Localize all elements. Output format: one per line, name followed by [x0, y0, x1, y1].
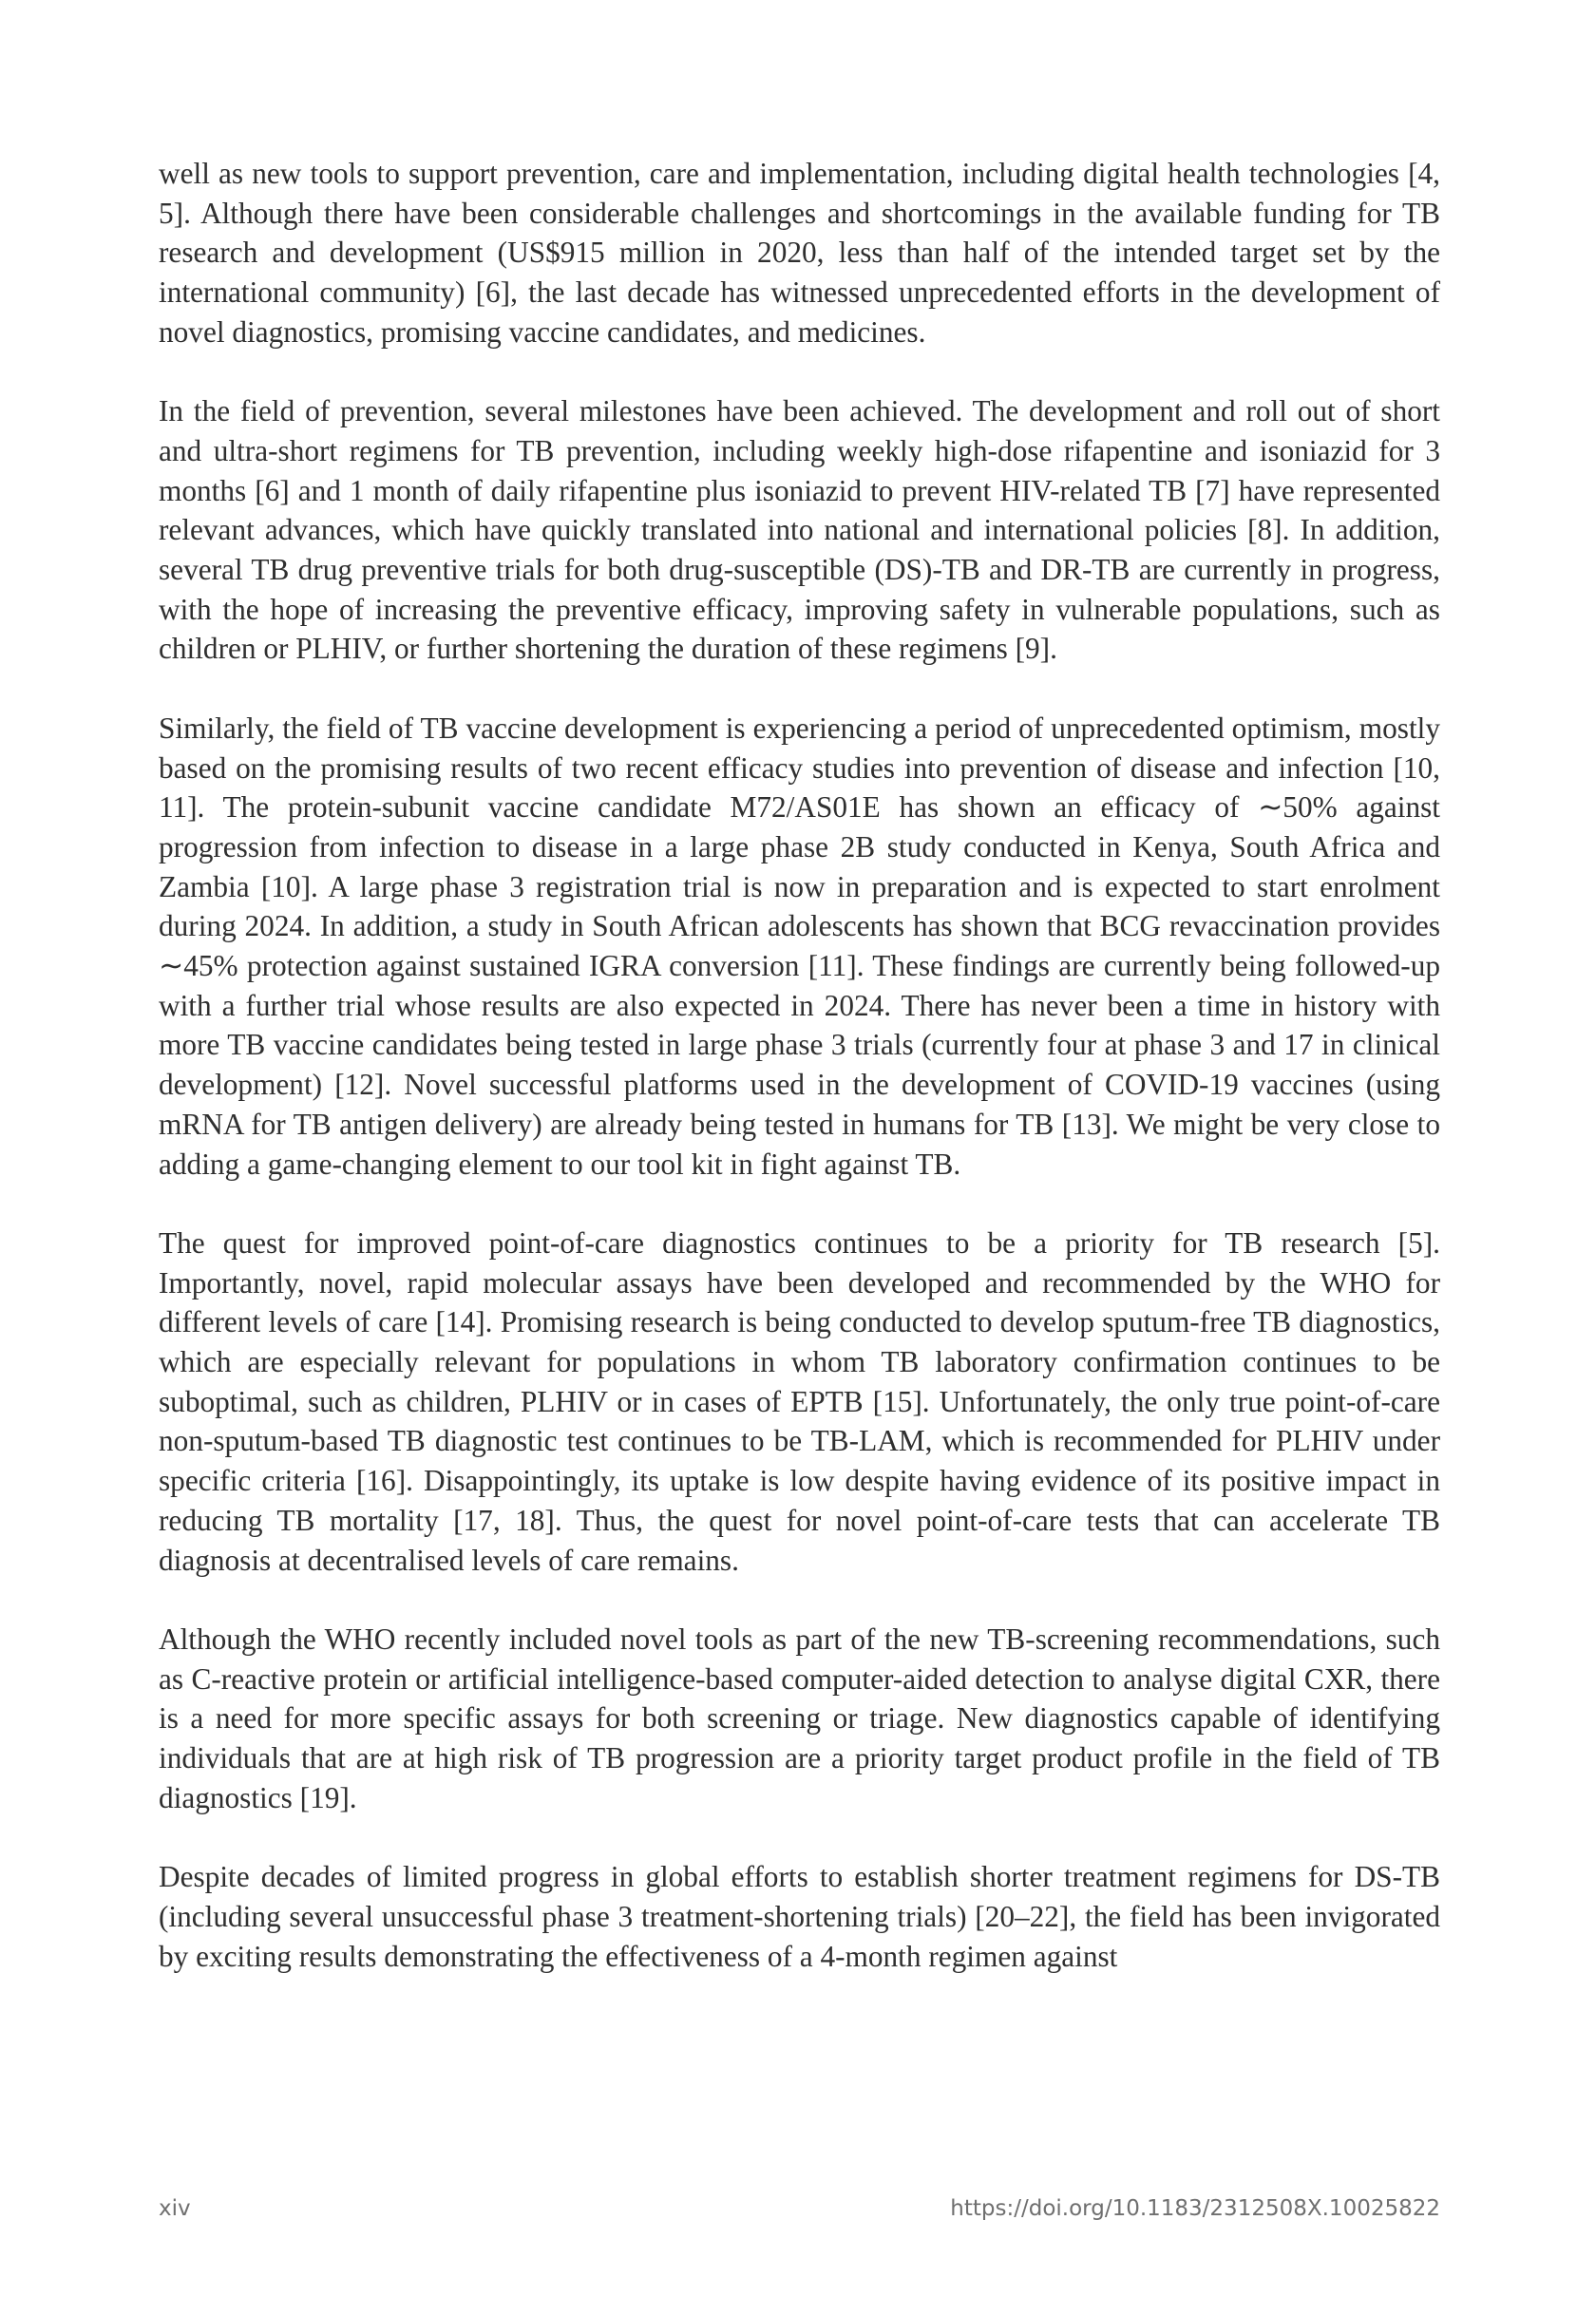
paragraph-prevention: In the field of prevention, several milestones have been achieved. The development and roll out of short and ultra-short regimens for TB prevention, including weekly high-dose rifapentine and isoniazid for 3 months [6] and 1 month of daily rifapentine plus isoniazid to prevent HIV-related TB [7] have represented relevant advances, which have quickly translated into national and international policies [8]. In addition, several TB drug preventive trials for both drug-susceptible (DS)-TB and DR-TB are currently in progress, with the hope of increasing the preventive efficacy, improving safety in vulnerable populations, such as children or PLHIV, or further shortening the duration of these regimens [9].	[159, 394, 1440, 666]
body-text	[159, 154, 1440, 2016]
paragraph-funding: well as new tools to support prevention, care and implementation, including digital health technologies [4, 5]. Although there have been considerable challenges and shortcomings in the available funding for TB research and development (US$915 million in 2020, less than half of the intended target set by the international community) [6], the last decade has witnessed unprecedented efforts in the development of novel diagnostics, promising vaccine candidates, and medicines.	[159, 157, 1440, 349]
paragraph-screening: Although the WHO recently included novel tools as part of the new TB-screening recommendations, such as C-reactive protein or artificial intelligence-based computer-aided detection to analyse digital CXR, there is a need for more specific assays for both screening or triage. New diagnostics capable of identifying individuals that are at high risk of TB progression are a priority target product profile in the field of TB diagnostics [19].	[159, 1622, 1440, 1814]
paragraph-treatment: Despite decades of limited progress in global efforts to establish shorter treatment regimens for DS-TB (including several unsuccessful phase 3 treatment-shortening trials) [20–22], the field has been invigorated by exciting results demonstrating the effectiveness of a 4-month regimen against	[159, 1860, 1440, 1973]
paragraph-vaccines: Similarly, the field of TB vaccine development is experiencing a period of unprecedented optimism, mostly based on the promising results of two recent efficacy studies into prevention of disease and infection [10, 11]. The protein-subunit vaccine candidate M72/AS01E has shown an efficacy of ∼50% against progression from infection to disease in a large phase 2B study conducted in Kenya, South Africa and Zambia [10]. A large phase 3 registration trial is now in preparation and is expected to start enrolment during 2024. In addition, a study in South African adolescents has shown that BCG revaccination provides ∼45% protection against sustained IGRA conversion [11]. These findings are currently being followed-up with a further trial whose results are also expected in 2024. There has never been a time in history with more TB vaccine candidates being tested in large phase 3 trials (currently four at phase 3 and 17 in clinical development) [12]. Novel successful platforms used in the development of COVID-19 vaccines (using mRNA for TB antigen delivery) are already being tested in humans for TB [13]. We might be very close to adding a game-changing element to our tool kit in fight against TB.	[159, 711, 1440, 1181]
doi-link[interactable]: https://doi.org/10.1183/2312508X.10025822	[950, 2196, 1440, 2221]
paragraph-diagnostics: The quest for improved point-of-care diagnostics continues to be a priority for TB research [5]. Importantly, novel, rapid molecular assays have been developed and recommended by the WHO for different levels of care [14]. Promising research is being conducted to develop sputum-free TB diagnostics, which are especially relevant for populations in whom TB laboratory confirmation continues to be suboptimal, such as children, PLHIV or in cases of EPTB [15]. Unfortunately, the only true point-of-care non-sputum-based TB diagnostic test continues to be TB-LAM, which is recommended for PLHIV under specific criteria [16]. Disappointingly, its uptake is low despite having evidence of its positive impact in reducing TB mortality [17, 18]. Thus, the quest for novel point-of-care tests that can accelerate TB diagnosis at decentralised levels of care remains.	[159, 1225, 1440, 1577]
page-number: xiv	[159, 2196, 191, 2221]
